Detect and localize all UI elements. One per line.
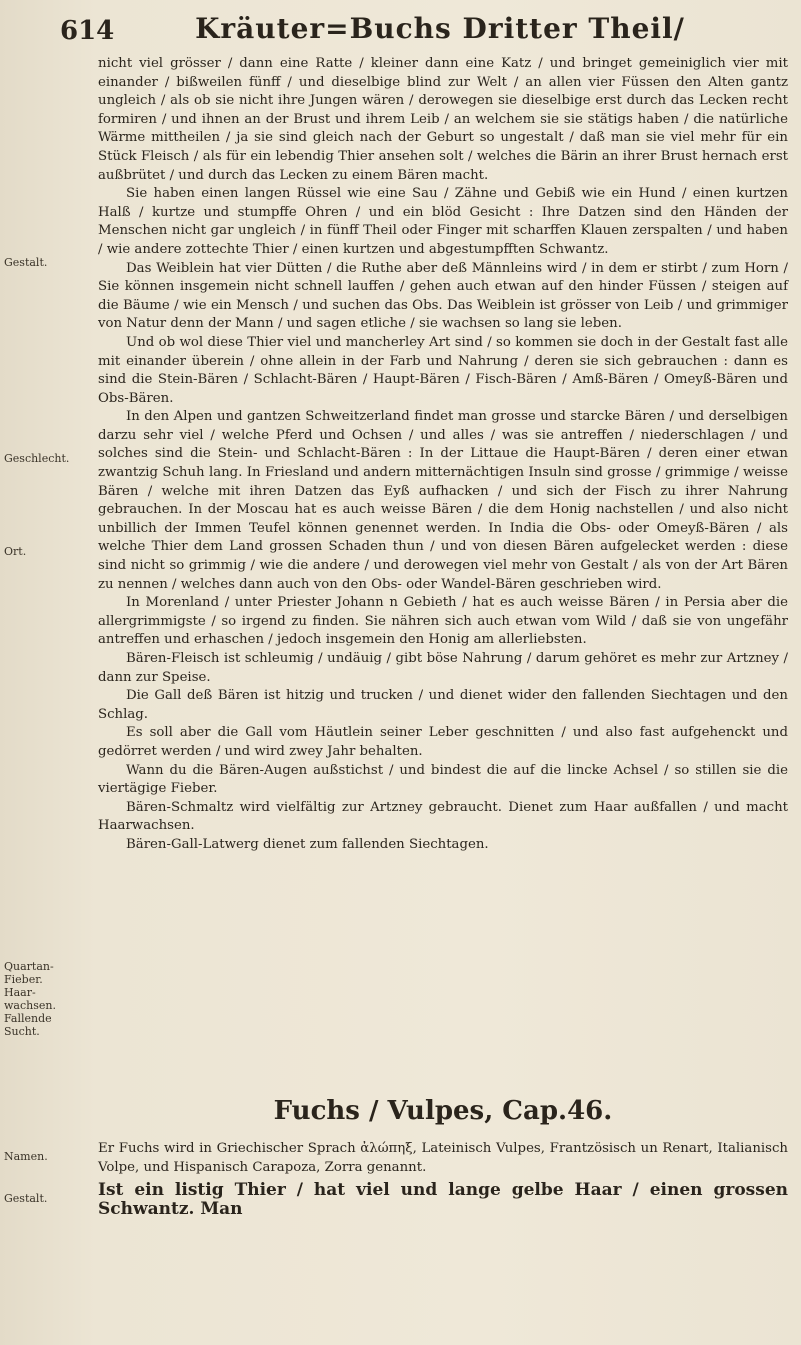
page-number: 614 xyxy=(60,16,115,46)
page-header xyxy=(60,12,760,48)
paragraph: Das Weiblein hat vier Dütten / die Ruthe aber deß Männleins wird / in dem er stirbt / zum Horn / Sie können insgemein nicht schnell lauffen / gehen auch etwan auf den hinder Füssen / steigen auf die Bäume / wie ein Mensch / und suchen das Obs. Das Weiblein ist grösser von Leib / und grimmiger von Natur denn der Mann / und sagen etliche / sie wachsen so lang sie leben. xyxy=(98,260,788,332)
paragraph: Wann du die Bären-Augen außstichst / und bindest die auf die lincke Achsel / so stillen sie die viertägige Fieber. xyxy=(98,762,788,797)
namen-paragraph: Er Fuchs wird in Griechischer Sprach ἀλώπηξ, Lateinisch Vulpes, Frantzösisch un Renart, Italianisch Volpe, und Hispanisch Carapoza, Zorra genannt. xyxy=(98,1141,788,1175)
paragraph: Und ob wol diese Thier viel und mancherley Art sind / so kommen sie doch in der Gestalt fast alle mit einander überein / ohne allein in der Farb und Nahrung / deren sie sich gebrauchen : dann es sind die Stein-Bären / Schlacht-Bären / Haupt-Bären / Fisch-Bären / Amß-Bären / Omeyß-Bären und Obs-Bären. xyxy=(98,334,788,406)
gestalt-paragraph: Ist ein listig Thier / hat viel und lange gelbe Haar / einen grossen Schwantz. Man xyxy=(98,1180,788,1219)
section-heading: Fuchs / Vulpes, Cap.46. xyxy=(273,1096,613,1126)
paragraph: Bären-Gall-Latwerg dienet zum fallenden Siechtagen. xyxy=(126,836,489,852)
paragraph: In den Alpen und gantzen Schweitzerland findet man grosse und starcke Bären / und derselbigen darzu sehr viel / welche Pferd und Ochsen / und alles / was sie antreffen / niederschlagen / und solches sind die Stein- und Schlacht-Bären : In der Littaue die Haupt-Bären / deren einer etwan zwantzig Schuh lang. In Friesland und andern mitternächtigen Insuln sind grosse / grimmige / weisse Bären / welche mit ihren Datzen das Eyß aufhacken / und sich der Fisch zu ihrer Nahrung gebrauchen. In der Moscau hat es auch weisse Bären / die dem Honig nachstellen / und also nicht unbillich der Immen Teufel können genennet werden. In India die Obs- oder Omeyß-Bären / als welche Thier dem Land grossen Schaden thun / und von diesen Bären aufgelecket werden : diese sind nicht so grimmig / wie die andere / und derowegen viel mehr von Gestalt / als von der Art Bären zu nennen / welches dann auch von den Obs- oder Wandel-Bären geschrieben wird. xyxy=(98,409,788,592)
margin-note-gestalt: Gestalt. xyxy=(4,256,48,269)
margin-note-namen: Namen. xyxy=(4,1150,48,1163)
main-text xyxy=(98,55,788,855)
paragraph: nicht viel grösser / dann eine Ratte / kleiner dann eine Katz / und bringet gemeiniglich vier mit einander / bißweilen fünff / und dieselbige blind zur Welt / an allen vier Füssen den Alten gantz ungleich / als ob sie nicht ihre Jungen wären / derowegen sie dieselbige erst durch das Lecken recht formiren / und ihnen an der Brust und ihrem Leib / an welchem sie sie stätigs haben / die natürliche Wärme mittheilen / ja sie sind gleich nach der Geburt so ungestalt / daß man sie viel mehr für ein Stück Fleisch / als für ein lebendig Thier ansehen solt / welches die Bärin an ihrer Brust hernach erst außbrütet / und durch das Lecken zu einem Bären macht. xyxy=(98,56,788,183)
paragraph: Es soll aber die Gall vom Häutlein seiner Leber geschnitten / und also fast aufgehenckt und gedörret werden / und wird zwey Jahr behalten. xyxy=(98,725,788,759)
paragraph: Die Gall deß Bären ist hitzig und trucken / und dienet wider den fallenden Siechtagen und den Schlag. xyxy=(98,688,788,722)
paragraph: Sie haben einen langen Rüssel wie eine Sau / Zähne und Gebiß wie ein Hund / einen kurtzen Halß / kurtze und stumpffe Ohren / und ein blöd Gesicht : Ihre Datzen sind den Händen der Menschen nicht gar ungleich / in fünff Theil oder Finger mit scharffen Klauen zerspalten / und haben / wie andere zottechte Thier / einen kurtzen und abgestumpfften Schwantz. xyxy=(98,186,788,257)
paragraph: Bären-Fleisch ist schleumig / undäuig / gibt böse Nahrung / darum gehöret es mehr zur Artzney / dann zur Speise. xyxy=(98,651,788,685)
margin-note-geschlecht: Geschlecht. xyxy=(4,452,70,465)
running-title: Kräuter=Buchs Dritter Theil/ xyxy=(195,12,685,45)
paragraph: In Morenland / unter Priester Johann n Gebieth / hat es auch weisse Bären / in Persia aber die allergrimmigste / so irgend zu finden. Sie nähren sich auch etwan vom Wild / daß sie von ungefähr antreffen und erhaschen / jedoch insgemein den Honig am allerliebsten. xyxy=(98,595,788,648)
paragraph: Bären-Schmaltz wird vielfältig zur Artzney gebraucht. Dienet zum Haar außfallen / und macht Haarwachsen. xyxy=(98,799,788,834)
margin-note-gestalt-fuchs: Gestalt. xyxy=(4,1192,48,1205)
margin-note-quartan: Quartan-Fieber. Haar-wachsen. Fallende Sucht. xyxy=(4,960,56,1038)
margin-note-ort: Ort. xyxy=(4,545,27,558)
fuchs-text xyxy=(98,1140,788,1218)
